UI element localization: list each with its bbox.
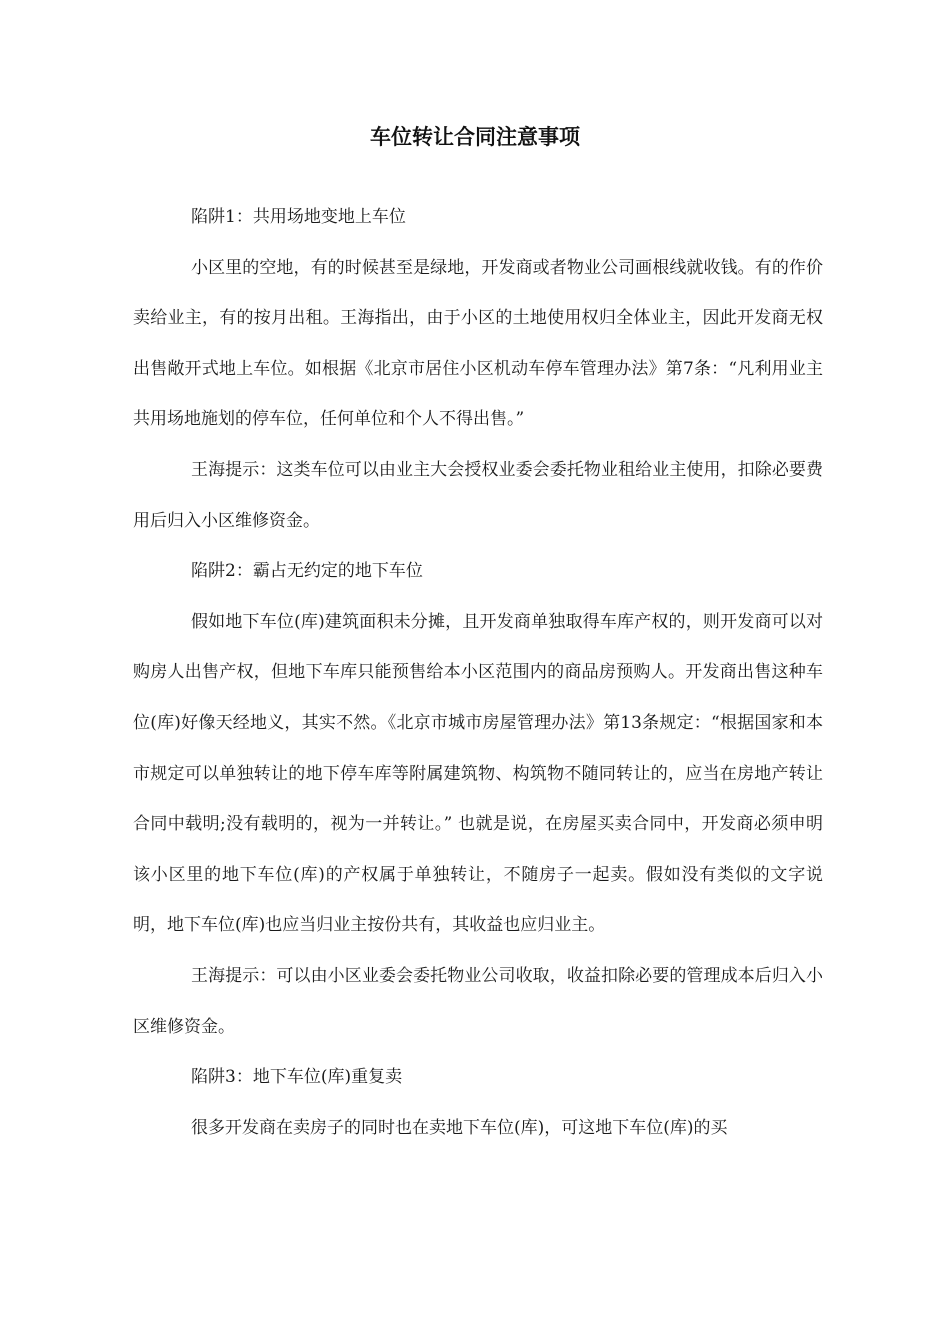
paragraph-line: 并转让。” 也就是说，在房屋买卖合同中，开发商必须申明该小区里的地下车位 — [133, 814, 823, 885]
paragraph — [133, 243, 823, 445]
document-title: 车位转让合同注意事项 — [370, 125, 580, 149]
paragraph-line: 发商可以对购房人出售产权，但地下车库只能预售给本小区范围内的商品房预购 — [133, 611, 824, 683]
paragraph-line: 假如地下车位(库)建筑面积未分摊，且开发商单独取得车库产权的，则开 — [191, 611, 738, 632]
paragraph — [133, 445, 823, 546]
paragraph-line: 很多开发商在卖房子的同时也在卖地下车位(库)，可这地下车位(库)的买 — [191, 1117, 728, 1138]
paragraph-line: 筑物、构筑物不随同转让的，应当在房地产转让合同中载明;没有载明的，视为一 — [133, 763, 824, 835]
section-heading: 陷阱3：地下车位(库)重复卖 — [191, 1067, 403, 1088]
paragraph-line: 扣除必要费用后归入小区维修资金。 — [133, 459, 824, 531]
paragraph-line: 管理办法》第7条：“凡利用业主共用场地施划的停车位，任何单位和个人不得出 — [133, 358, 824, 430]
paragraph-line: 王海提示：这类车位可以由业主大会授权业委会委托物业租给业主使用， — [191, 459, 738, 480]
paragraph-line: 有的作价卖给业主，有的按月出租。王海指出，由于小区的土地使用权归全体业 — [133, 257, 823, 329]
paragraph — [133, 951, 823, 1052]
paragraph-line: (库)的产权属于单独转让，不随房子一起卖。假如没有类似的文字说明，地下车 — [133, 864, 823, 936]
paragraph-line: 本后归入小区维修资金。 — [133, 965, 824, 1037]
document-body — [133, 192, 823, 1153]
paragraph-line: 位(库)也应当归业主按份共有，其收益也应归业主。 — [218, 915, 606, 936]
paragraph-line: 售。” — [490, 409, 525, 430]
section-heading: 陷阱1：共用场地变地上车位 — [191, 207, 406, 227]
paragraph — [133, 1103, 823, 1154]
paragraph-line: 办法》第13条规定：“根据国家和本市规定可以单独转让的地下停车库等附属建 — [133, 712, 824, 784]
paragraph-line: 王海提示：可以由小区业委会委托物业公司收取，收益扣除必要的管理成 — [191, 965, 738, 986]
paragraph-line: 人。开发商出售这种车位(库)好像天经地义，其实不然。《北京市城市房屋管理 — [133, 662, 824, 733]
section-heading: 陷阱2：霸占无约定的地下车位 — [191, 561, 423, 582]
paragraph-line: 小区里的空地，有的时候甚至是绿地，开发商或者物业公司画根线就收钱。 — [191, 257, 755, 278]
paragraph — [133, 597, 823, 951]
paragraph-line: 主，因此开发商无权出售敞开式地上车位。如根据《北京市居住小区机动车停车 — [133, 308, 824, 379]
